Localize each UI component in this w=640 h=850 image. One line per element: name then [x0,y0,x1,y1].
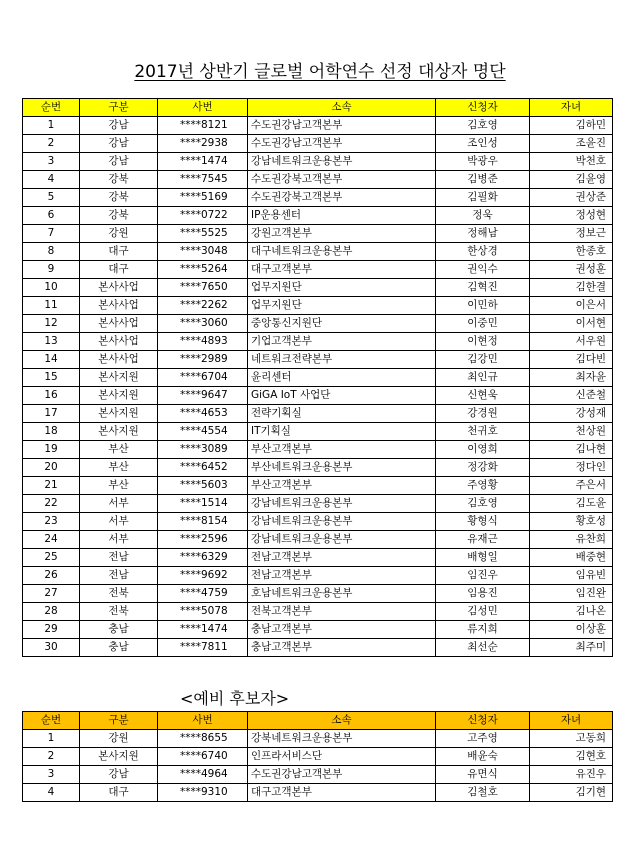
cell-applicant: 류지희 [436,621,530,639]
cell-child: 김윤영 [530,171,613,189]
cell-child: 김나온 [530,603,613,621]
cell-seq: 13 [23,333,80,351]
cell-employee-id: ****5264 [158,261,248,279]
cell-seq: 2 [23,135,80,153]
cell-child: 황호성 [530,513,613,531]
cell-category: 강북 [80,189,158,207]
table-row [23,730,613,748]
table-row [23,549,613,567]
cell-applicant: 박광우 [436,153,530,171]
cell-department: 강남네트워크운용본부 [248,513,436,531]
cell-applicant: 천귀호 [436,423,530,441]
cell-category: 강북 [80,207,158,225]
cell-category: 서부 [80,513,158,531]
cell-seq: 19 [23,441,80,459]
cell-department: 중앙통신지원단 [248,315,436,333]
cell-employee-id: ****8121 [158,117,248,135]
cell-department: 수도권강남고객본부 [248,117,436,135]
cell-category: 강남 [80,117,158,135]
table-row [23,639,613,657]
cell-department: 강북네트워크운용본부 [248,730,436,748]
table-row [23,405,613,423]
cell-employee-id: ****4759 [158,585,248,603]
cell-employee-id: ****4964 [158,766,248,784]
cell-employee-id: ****5078 [158,603,248,621]
table-row [23,189,613,207]
cell-child: 고동희 [530,730,613,748]
cell-seq: 2 [23,748,80,766]
cell-child: 주은서 [530,477,613,495]
table-row [23,531,613,549]
cell-category: 전북 [80,603,158,621]
cell-applicant: 배윤숙 [436,748,530,766]
cell-child: 이은서 [530,297,613,315]
cell-child: 박천호 [530,153,613,171]
cell-department: 부산네트워크운용본부 [248,459,436,477]
cell-seq: 9 [23,261,80,279]
cell-applicant: 김성민 [436,603,530,621]
cell-seq: 11 [23,297,80,315]
cell-child: 한종호 [530,243,613,261]
cell-child: 정성현 [530,207,613,225]
cell-employee-id: ****6704 [158,369,248,387]
table-row [23,171,613,189]
cell-employee-id: ****6329 [158,549,248,567]
cell-seq: 1 [23,730,80,748]
cell-child: 김다빈 [530,351,613,369]
cell-seq: 7 [23,225,80,243]
cell-seq: 4 [23,171,80,189]
table-row [23,279,613,297]
cell-seq: 17 [23,405,80,423]
cell-employee-id: ****1474 [158,621,248,639]
table-row [23,784,613,802]
cell-employee-id: ****6452 [158,459,248,477]
cell-applicant: 이중민 [436,315,530,333]
cell-child: 유찬희 [530,531,613,549]
cell-category: 대구 [80,784,158,802]
cell-applicant: 유재근 [436,531,530,549]
cell-employee-id: ****9310 [158,784,248,802]
table-row [23,477,613,495]
header-department: 소속 [248,99,436,117]
cell-department: 부산고객본부 [248,477,436,495]
header-department: 소속 [248,712,436,730]
cell-category: 전남 [80,567,158,585]
table-row [23,315,613,333]
table-row [23,766,613,784]
cell-department: 충남고객본부 [248,639,436,657]
table-row [23,423,613,441]
header-child: 자녀 [530,712,613,730]
cell-employee-id: ****3048 [158,243,248,261]
cell-department: 대구네트워크운용본부 [248,243,436,261]
cell-department: 대구고객본부 [248,784,436,802]
cell-category: 본사사업 [80,297,158,315]
cell-department: 수도권강북고객본부 [248,189,436,207]
cell-employee-id: ****9692 [158,567,248,585]
cell-employee-id: ****6740 [158,748,248,766]
cell-department: 윤리센터 [248,369,436,387]
cell-category: 본사지원 [80,748,158,766]
cell-applicant: 권익수 [436,261,530,279]
cell-seq: 12 [23,315,80,333]
cell-category: 본사지원 [80,369,158,387]
cell-department: 전남고객본부 [248,567,436,585]
header-applicant: 신청자 [436,99,530,117]
cell-applicant: 김혁진 [436,279,530,297]
cell-category: 강원 [80,225,158,243]
table-row [23,225,613,243]
cell-category: 본사지원 [80,423,158,441]
cell-category: 강남 [80,153,158,171]
cell-child: 김한결 [530,279,613,297]
cell-child: 배중현 [530,549,613,567]
cell-applicant: 고주영 [436,730,530,748]
table-row [23,153,613,171]
cell-department: 강원고객본부 [248,225,436,243]
cell-department: IT기획실 [248,423,436,441]
cell-category: 강남 [80,135,158,153]
cell-category: 충남 [80,621,158,639]
cell-employee-id: ****4554 [158,423,248,441]
cell-employee-id: ****8655 [158,730,248,748]
cell-applicant: 유면식 [436,766,530,784]
table-row [23,261,613,279]
cell-seq: 28 [23,603,80,621]
cell-department: 강남네트워크운용본부 [248,531,436,549]
cell-department: 강남네트워크운용본부 [248,495,436,513]
cell-child: 김도윤 [530,495,613,513]
cell-seq: 6 [23,207,80,225]
cell-category: 부산 [80,441,158,459]
cell-child: 권상준 [530,189,613,207]
header-employee-id: 사번 [158,712,248,730]
cell-category: 본사사업 [80,279,158,297]
cell-department: 수도권강남고객본부 [248,135,436,153]
cell-applicant: 한상경 [436,243,530,261]
cell-child: 최자윤 [530,369,613,387]
cell-department: 부산고객본부 [248,441,436,459]
reserve-title: <예비 후보자> [180,689,290,708]
cell-category: 본사사업 [80,315,158,333]
cell-department: 수도권강남고객본부 [248,766,436,784]
cell-applicant: 최인규 [436,369,530,387]
cell-employee-id: ****5525 [158,225,248,243]
table-row [23,567,613,585]
cell-child: 김현호 [530,748,613,766]
cell-seq: 10 [23,279,80,297]
cell-applicant: 정욱 [436,207,530,225]
cell-seq: 24 [23,531,80,549]
cell-applicant: 이현정 [436,333,530,351]
cell-applicant: 신현욱 [436,387,530,405]
cell-employee-id: ****7811 [158,639,248,657]
cell-seq: 21 [23,477,80,495]
cell-child: 유진우 [530,766,613,784]
cell-category: 전남 [80,549,158,567]
header-applicant: 신청자 [436,712,530,730]
cell-applicant: 이민하 [436,297,530,315]
cell-employee-id: ****3089 [158,441,248,459]
cell-applicant: 김호영 [436,495,530,513]
cell-category: 서부 [80,495,158,513]
table-row [23,585,613,603]
cell-applicant: 황형식 [436,513,530,531]
table-row [23,495,613,513]
cell-seq: 3 [23,766,80,784]
header-seq: 순번 [23,99,80,117]
cell-applicant: 김강민 [436,351,530,369]
main-table-header [23,99,613,117]
cell-category: 강남 [80,766,158,784]
cell-department: 기업고객본부 [248,333,436,351]
cell-child: 이서현 [530,315,613,333]
cell-department: 대구고객본부 [248,261,436,279]
cell-category: 대구 [80,261,158,279]
cell-department: 충남고객본부 [248,621,436,639]
table-row [23,513,613,531]
table-row [23,297,613,315]
table-row [23,333,613,351]
cell-employee-id: ****2596 [158,531,248,549]
cell-seq: 22 [23,495,80,513]
cell-child: 서우원 [530,333,613,351]
cell-department: 전남고객본부 [248,549,436,567]
cell-applicant: 임진우 [436,567,530,585]
cell-employee-id: ****5169 [158,189,248,207]
cell-employee-id: ****2938 [158,135,248,153]
cell-category: 부산 [80,477,158,495]
cell-applicant: 이영희 [436,441,530,459]
table-row [23,387,613,405]
cell-department: 강남네트워크운용본부 [248,153,436,171]
cell-seq: 14 [23,351,80,369]
cell-child: 김하민 [530,117,613,135]
table-row [23,621,613,639]
cell-seq: 8 [23,243,80,261]
cell-child: 천상원 [530,423,613,441]
cell-category: 전북 [80,585,158,603]
page-title: 2017년 상반기 글로벌 어학연수 선정 대상자 명단 [134,62,506,82]
cell-seq: 20 [23,459,80,477]
cell-child: 강성재 [530,405,613,423]
cell-seq: 25 [23,549,80,567]
cell-child: 정다인 [530,459,613,477]
cell-employee-id: ****4893 [158,333,248,351]
cell-applicant: 주영황 [436,477,530,495]
cell-employee-id: ****3060 [158,315,248,333]
cell-applicant: 최선순 [436,639,530,657]
reserve-table [22,711,613,802]
cell-applicant: 정강화 [436,459,530,477]
cell-seq: 5 [23,189,80,207]
table-row [23,243,613,261]
main-table [22,98,613,657]
cell-child: 조윤진 [530,135,613,153]
cell-seq: 23 [23,513,80,531]
cell-category: 충남 [80,639,158,657]
header-category: 구분 [80,712,158,730]
cell-department: 업무지원단 [248,279,436,297]
cell-category: 부산 [80,459,158,477]
cell-applicant: 김철호 [436,784,530,802]
cell-applicant: 조인성 [436,135,530,153]
cell-applicant: 김병준 [436,171,530,189]
cell-child: 권성훈 [530,261,613,279]
cell-category: 본사지원 [80,405,158,423]
table-row [23,459,613,477]
cell-seq: 1 [23,117,80,135]
reserve-table-header [23,712,613,730]
cell-employee-id: ****2989 [158,351,248,369]
cell-child: 김기현 [530,784,613,802]
cell-child: 정보근 [530,225,613,243]
table-row [23,351,613,369]
cell-applicant: 정해남 [436,225,530,243]
cell-seq: 30 [23,639,80,657]
cell-seq: 27 [23,585,80,603]
cell-employee-id: ****4653 [158,405,248,423]
cell-category: 서부 [80,531,158,549]
table-row [23,135,613,153]
cell-department: 호남네트워크운용본부 [248,585,436,603]
cell-employee-id: ****2262 [158,297,248,315]
cell-child: 임유빈 [530,567,613,585]
cell-seq: 29 [23,621,80,639]
cell-employee-id: ****5603 [158,477,248,495]
cell-applicant: 김필화 [436,189,530,207]
cell-seq: 26 [23,567,80,585]
cell-department: 전략기획실 [248,405,436,423]
header-child: 자녀 [530,99,613,117]
header-category: 구분 [80,99,158,117]
cell-department: 전북고객본부 [248,603,436,621]
cell-seq: 16 [23,387,80,405]
cell-seq: 15 [23,369,80,387]
main-table-body [23,117,613,657]
table-row [23,441,613,459]
cell-child: 신준철 [530,387,613,405]
table-row [23,369,613,387]
cell-category: 대구 [80,243,158,261]
cell-employee-id: ****1514 [158,495,248,513]
header-employee-id: 사번 [158,99,248,117]
cell-applicant: 배형일 [436,549,530,567]
cell-department: 수도권강북고객본부 [248,171,436,189]
cell-seq: 3 [23,153,80,171]
cell-employee-id: ****0722 [158,207,248,225]
cell-category: 강원 [80,730,158,748]
cell-employee-id: ****8154 [158,513,248,531]
cell-category: 본사지원 [80,387,158,405]
cell-department: GiGA IoT 사업단 [248,387,436,405]
table-row [23,748,613,766]
cell-department: 네트워크전략본부 [248,351,436,369]
cell-seq: 4 [23,784,80,802]
cell-child: 임진완 [530,585,613,603]
header-seq: 순번 [23,712,80,730]
table-row [23,603,613,621]
table-row [23,117,613,135]
cell-seq: 18 [23,423,80,441]
cell-employee-id: ****7650 [158,279,248,297]
cell-applicant: 김호영 [436,117,530,135]
cell-category: 본사사업 [80,351,158,369]
cell-child: 김나현 [530,441,613,459]
cell-category: 강북 [80,171,158,189]
cell-applicant: 임용진 [436,585,530,603]
cell-employee-id: ****9647 [158,387,248,405]
cell-employee-id: ****7545 [158,171,248,189]
table-row [23,207,613,225]
cell-category: 본사사업 [80,333,158,351]
cell-department: 인프라서비스단 [248,748,436,766]
cell-child: 이상훈 [530,621,613,639]
cell-child: 최주미 [530,639,613,657]
reserve-table-body [23,730,613,802]
cell-department: 업무지원단 [248,297,436,315]
cell-department: IP운용센터 [248,207,436,225]
cell-applicant: 강경원 [436,405,530,423]
cell-employee-id: ****1474 [158,153,248,171]
